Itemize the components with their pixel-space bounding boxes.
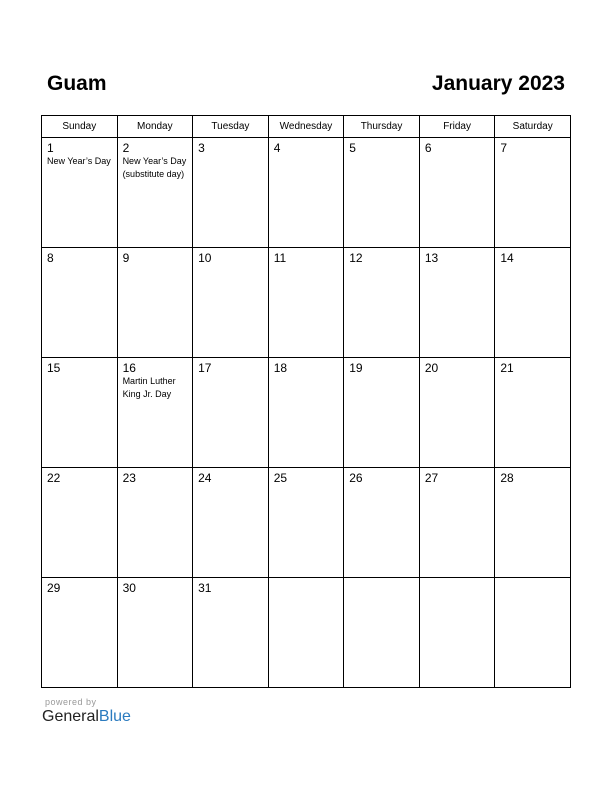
- day-cell: [344, 248, 420, 358]
- day-cell: [117, 578, 193, 688]
- day-number: 3: [198, 141, 205, 155]
- day-cell: [344, 578, 420, 688]
- day-number: 17: [198, 361, 212, 375]
- day-cell: [193, 358, 269, 468]
- day-cell: [419, 468, 495, 578]
- day-number: 13: [424, 251, 439, 265]
- month-title: January 2023: [431, 72, 565, 95]
- day-cell: [42, 138, 118, 248]
- day-cell: [117, 468, 193, 578]
- day-cell: [495, 248, 571, 358]
- day-cell: [495, 578, 571, 688]
- day-cell: [117, 358, 193, 468]
- weekday-header-row: [42, 116, 571, 138]
- day-number: 24: [198, 471, 212, 485]
- day-cell: [344, 358, 420, 468]
- weekday-header: Thursday: [344, 116, 420, 138]
- day-number: 27: [424, 471, 439, 485]
- day-number: 5: [349, 141, 356, 155]
- day-number: 6: [424, 141, 432, 155]
- day-cell: [268, 358, 344, 468]
- day-number: 1: [47, 141, 54, 155]
- day-cell: [193, 468, 269, 578]
- day-cell: [495, 138, 571, 248]
- day-cell: [419, 248, 495, 358]
- week-row: [42, 138, 571, 248]
- holiday-label: New Year’s Day: [47, 156, 111, 166]
- day-number: 21: [500, 361, 514, 375]
- day-number: 11: [273, 251, 287, 265]
- day-cell: [495, 468, 571, 578]
- footer-branding: [42, 697, 131, 726]
- day-cell: [42, 358, 118, 468]
- weekday-header: Monday: [117, 116, 193, 138]
- day-cell: [117, 248, 193, 358]
- day-number: 10: [198, 251, 212, 265]
- day-number: 29: [47, 581, 61, 595]
- day-cell: [344, 138, 420, 248]
- day-cell: [344, 468, 420, 578]
- day-cell: [42, 578, 118, 688]
- week-row: [42, 248, 571, 358]
- day-number: 14: [500, 251, 514, 265]
- weekday-header: Wednesday: [268, 116, 344, 138]
- holiday-label: New Year’s Day (substitute day): [122, 156, 187, 179]
- brand-logo[interactable]: [42, 708, 131, 726]
- day-number: 16: [122, 361, 136, 375]
- day-cell: [268, 578, 344, 688]
- weekday-header: Friday: [419, 116, 495, 138]
- day-number: 30: [122, 581, 136, 595]
- day-cell: [495, 358, 571, 468]
- day-cell: [268, 468, 344, 578]
- day-cell: [419, 578, 495, 688]
- day-cell: [42, 468, 118, 578]
- day-cell: [117, 138, 193, 248]
- powered-by-text: powered by: [45, 697, 97, 707]
- day-number: [269, 578, 344, 581]
- day-cell: [42, 248, 118, 358]
- day-number: 15: [47, 361, 61, 375]
- day-number: [495, 578, 570, 581]
- brand-logo-part2: Blue: [98, 708, 131, 725]
- day-cell: [419, 358, 495, 468]
- day-cell: [268, 248, 344, 358]
- day-number: 9: [122, 251, 130, 265]
- day-number: [420, 578, 495, 581]
- day-number: 8: [47, 251, 54, 265]
- day-number: 28: [500, 471, 514, 485]
- day-number: 19: [349, 361, 363, 375]
- day-number: 4: [273, 141, 281, 155]
- day-number: 18: [273, 361, 288, 375]
- day-cell: [193, 138, 269, 248]
- day-number: 26: [349, 471, 363, 485]
- weekday-header: Sunday: [42, 116, 118, 138]
- day-number: 12: [349, 251, 363, 265]
- weekday-header: Saturday: [495, 116, 571, 138]
- page-title: Guam: [47, 72, 107, 95]
- day-cell: [193, 578, 269, 688]
- day-number: 20: [424, 361, 439, 375]
- holiday-label: Martin Luther King Jr. Day: [122, 376, 176, 399]
- day-number: [344, 578, 419, 581]
- day-number: 23: [122, 471, 136, 485]
- day-cell: [268, 138, 344, 248]
- week-row: [42, 468, 571, 578]
- day-number: 31: [198, 581, 212, 595]
- day-number: 22: [47, 471, 61, 485]
- brand-logo-part1: General: [42, 708, 99, 725]
- day-number: 2: [122, 141, 130, 155]
- day-number: 7: [500, 141, 508, 155]
- weekday-header: Tuesday: [193, 116, 269, 138]
- day-number: 25: [273, 471, 288, 485]
- calendar-grid: [41, 115, 571, 688]
- day-cell: [193, 248, 269, 358]
- day-cell: [419, 138, 495, 248]
- week-row: [42, 578, 571, 688]
- week-row: [42, 358, 571, 468]
